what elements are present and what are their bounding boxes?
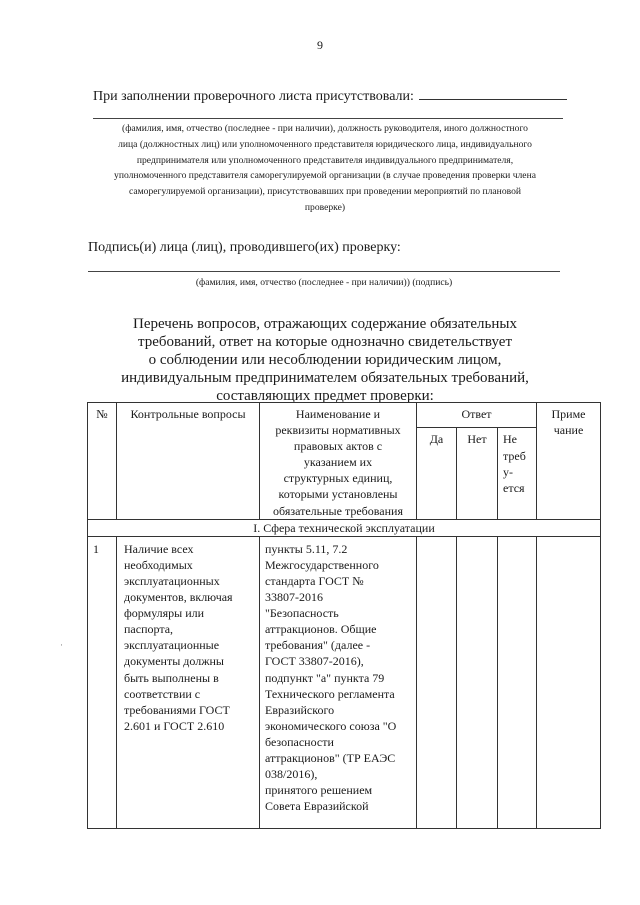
header-note — [537, 403, 601, 520]
cell-line: экономического союза "О — [265, 718, 397, 733]
cell-line: пункты 5.11, 7.2 — [265, 541, 348, 556]
header-line: треб — [503, 448, 526, 463]
cell-line: 33807-2016 — [265, 590, 323, 605]
cell-line: "Безопасность — [265, 606, 339, 621]
cell-line: Наличие всех — [124, 541, 194, 556]
row-note[interactable] — [537, 536, 601, 828]
header-line: обязательные требования — [273, 503, 403, 518]
heading-line: требований, ответ на которые однозначно свидетельствует — [137, 334, 513, 350]
header-number: № — [88, 403, 117, 520]
cell-line: принятого решением — [265, 783, 373, 798]
header-line: Приме — [551, 407, 586, 421]
cell-line: требования" (далее - — [265, 638, 371, 653]
row-answer-no[interactable] — [457, 536, 498, 828]
caption-line: лица (должностных лиц) или уполномоченного представителя юридического лица, индивидуального — [118, 138, 532, 150]
cell-line: Технического регламента — [265, 686, 395, 701]
caption-line: уполномоченного представителя саморегулируемой организации (в случае проведения проверки члена — [114, 170, 536, 182]
caption-line: (фамилия, имя, отчество (последнее - при наличии), должность руководителя, иного должностного — [122, 123, 528, 134]
section-title: I. Сфера технической эксплуатации — [88, 519, 601, 536]
section-row — [88, 519, 601, 536]
present-persons-blank — [419, 86, 567, 100]
checklist-table — [87, 402, 601, 829]
cell-line: 038/2016), — [265, 767, 318, 782]
cell-line: подпункт "а" пункта 79 — [265, 670, 385, 685]
caption-line: проверке) — [304, 201, 346, 213]
cell-line: документов, включая — [124, 590, 233, 605]
header-line: Не — [503, 432, 517, 447]
header-line: структурных единиц, — [283, 471, 393, 486]
cell-line: быть выполнены в — [124, 670, 219, 685]
row-legal-acts — [260, 536, 417, 828]
cell-line: паспорта, — [124, 622, 174, 637]
cell-line: формуляры или — [124, 606, 205, 621]
header-line: указанием их — [303, 455, 373, 470]
cell-line: требованиями ГОСТ — [124, 702, 230, 717]
row-number: 1 — [88, 536, 117, 828]
checklist-heading — [90, 315, 560, 405]
caption-line: предпринимателя или уполномоченного представителя индивидуального предпринимателя, — [136, 154, 514, 166]
cell-line: эксплуатационные — [124, 638, 220, 653]
cell-line: безопасности — [265, 734, 334, 749]
header-line: правовых актов с — [293, 439, 383, 454]
row-answer-yes[interactable] — [417, 536, 457, 828]
signature-rule — [88, 271, 560, 272]
cell-line: необходимых — [124, 557, 193, 572]
heading-line: Перечень вопросов, отражающих содержание обязательных — [133, 316, 517, 332]
page-number: 9 — [317, 38, 323, 52]
cell-line: эксплуатационных — [124, 573, 220, 588]
cell-line: аттракционов. Общие — [265, 622, 377, 637]
signature-label: Подпись(и) лица (лиц), проводившего(их) проверку: — [88, 240, 401, 255]
present-persons-rule — [93, 118, 563, 119]
heading-line: о соблюдении или несоблюдении юридическим лицом, — [148, 352, 502, 368]
present-persons-label: При заполнении проверочного листа присутствовали: — [93, 89, 414, 104]
cell-line: стандарта ГОСТ № — [265, 573, 364, 588]
cell-line: ГОСТ 33807-2016), — [265, 654, 364, 669]
present-persons-line — [93, 86, 567, 105]
header-legal-acts — [260, 403, 417, 520]
present-persons-caption — [70, 121, 580, 216]
row-question — [117, 536, 260, 828]
table-header-row — [88, 403, 601, 428]
heading-line: индивидуальным предпринимателем обязательных требований, — [121, 370, 529, 386]
cell-line: Евразийского — [265, 702, 335, 717]
cell-line: соответствии с — [124, 686, 201, 701]
header-line: ется — [503, 480, 525, 495]
header-line: реквизиты нормативных — [275, 423, 401, 438]
heading-line: составляющих предмет проверки: — [216, 388, 434, 404]
table-row — [88, 536, 601, 828]
margin-mark: · — [60, 640, 63, 650]
header-line: у- — [503, 464, 513, 479]
header-line: чание — [553, 423, 584, 438]
header-answer: Ответ — [417, 403, 537, 428]
header-no-answer: Нет — [457, 428, 498, 519]
signature-caption: (фамилия, имя, отчество (последнее - при наличии)) (подпись) — [195, 277, 453, 288]
cell-line: аттракционов" (ТР ЕАЭС — [265, 750, 396, 765]
caption-line: саморегулируемой организации), присутствовавших при проведении мероприятий по плановой — [128, 186, 522, 198]
header-line: Наименование и — [295, 407, 381, 421]
header-line: которыми установлены — [278, 487, 398, 502]
cell-line: документы должны — [124, 654, 224, 669]
cell-line: Межгосударственного — [265, 557, 379, 572]
header-not-required — [498, 428, 537, 519]
header-questions: Контрольные вопросы — [117, 403, 260, 520]
header-yes: Да — [417, 428, 457, 519]
row-answer-not-required[interactable] — [498, 536, 537, 828]
cell-line: 2.601 и ГОСТ 2.610 — [124, 718, 225, 733]
cell-line: Совета Евразийской — [265, 799, 369, 814]
